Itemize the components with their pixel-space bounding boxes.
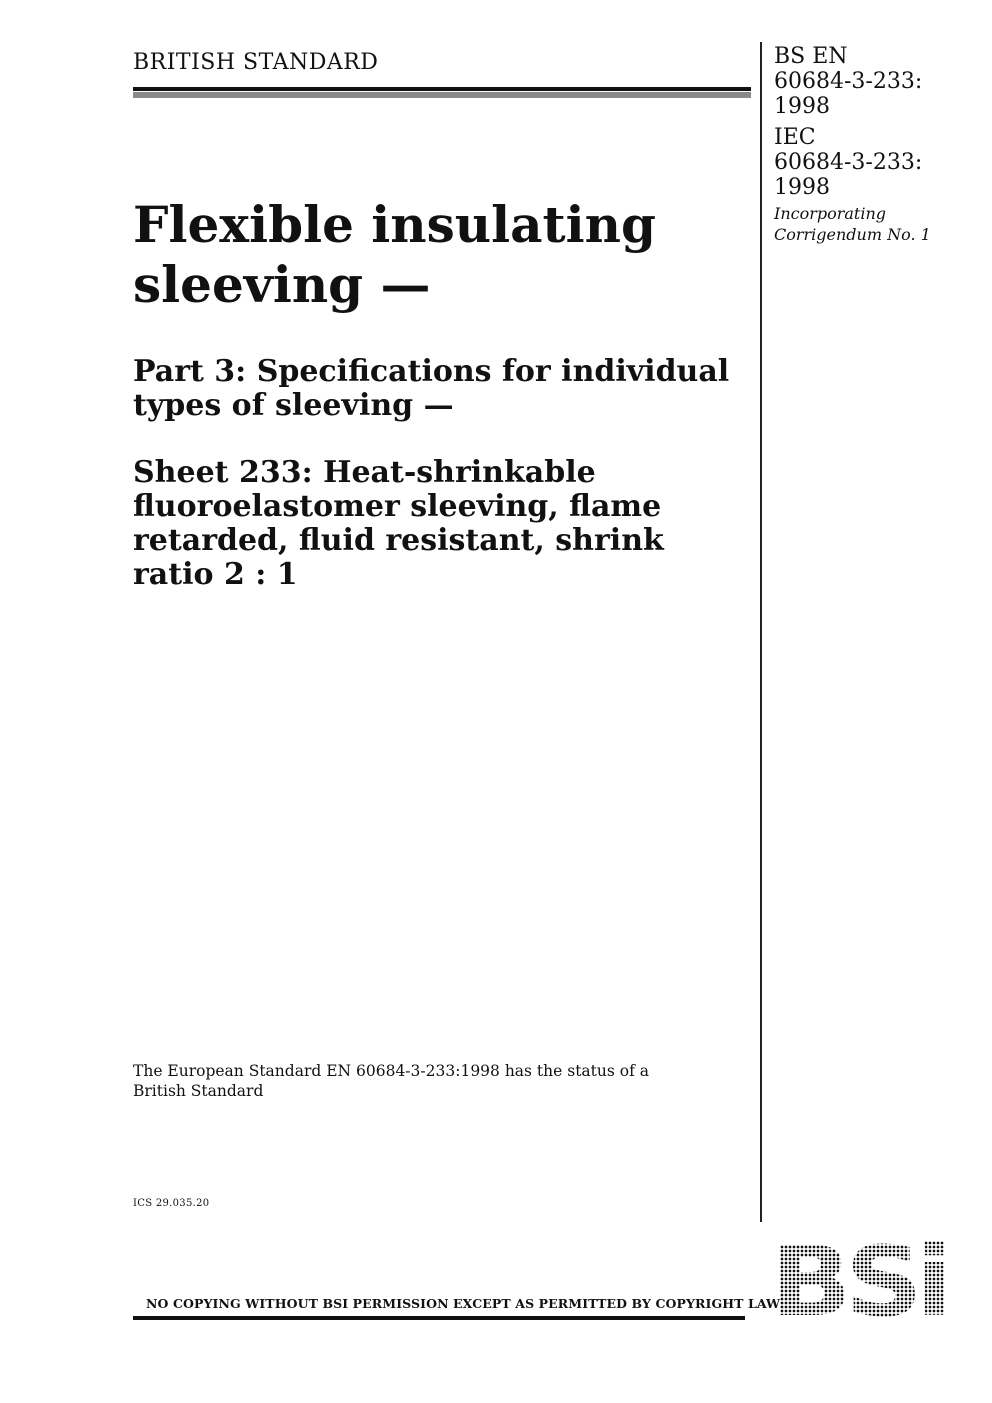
bsi-logo-text: BSi — [770, 1241, 946, 1319]
standard-number-line: 60684-3-233: — [774, 150, 923, 175]
sheet-title — [133, 456, 743, 592]
header-rule-thick — [133, 87, 751, 91]
document-title — [133, 195, 743, 315]
status-statement — [133, 1061, 693, 1101]
footer-rule — [133, 1316, 745, 1320]
standard-number-line: 60684-3-233: — [774, 69, 923, 94]
status-statement-line: British Standard — [133, 1082, 264, 1100]
copyright-notice: NO COPYING WITHOUT BSI PERMISSION EXCEPT AS PERMITTED BY COPYRIGHT LAW — [146, 1296, 781, 1311]
header-label: BRITISH STANDARD — [133, 50, 379, 75]
corrigendum-note-line: Corrigendum No. 1 — [774, 225, 931, 244]
header-rule-grey — [133, 92, 751, 98]
sheet-title-line: fluoroelastomer sleeving, flame — [133, 489, 662, 524]
sheet-title-line: retarded, fluid resistant, shrink — [133, 523, 664, 558]
sheet-title-line: ratio 2 : 1 — [133, 557, 298, 592]
corrigendum-note-line: Incorporating — [774, 204, 887, 223]
vertical-divider — [760, 42, 762, 1222]
status-statement-line: The European Standard EN 60684-3-233:1998 has the status of a — [133, 1062, 649, 1080]
standard-number-iec — [774, 125, 922, 200]
standard-number-line: IEC — [774, 125, 816, 150]
ics-code: ICS 29.035.20 — [133, 1198, 210, 1209]
document-title-line: sleeving — — [133, 255, 431, 314]
standard-number-bs-en — [774, 44, 922, 119]
part-title — [133, 355, 743, 423]
part-title-line: Part 3: Specifications for individual — [133, 354, 730, 389]
bsi-logo-icon — [768, 1241, 948, 1319]
sheet-title-line: Sheet 233: Heat-shrinkable — [133, 455, 596, 490]
part-title-line: types of sleeving — — [133, 388, 454, 423]
standard-number-line: BS EN — [774, 44, 848, 69]
standard-number-line: 1998 — [774, 175, 830, 200]
corrigendum-note — [774, 203, 931, 245]
standard-number-line: 1998 — [774, 94, 830, 119]
document-title-line: Flexible insulating — [133, 195, 656, 254]
